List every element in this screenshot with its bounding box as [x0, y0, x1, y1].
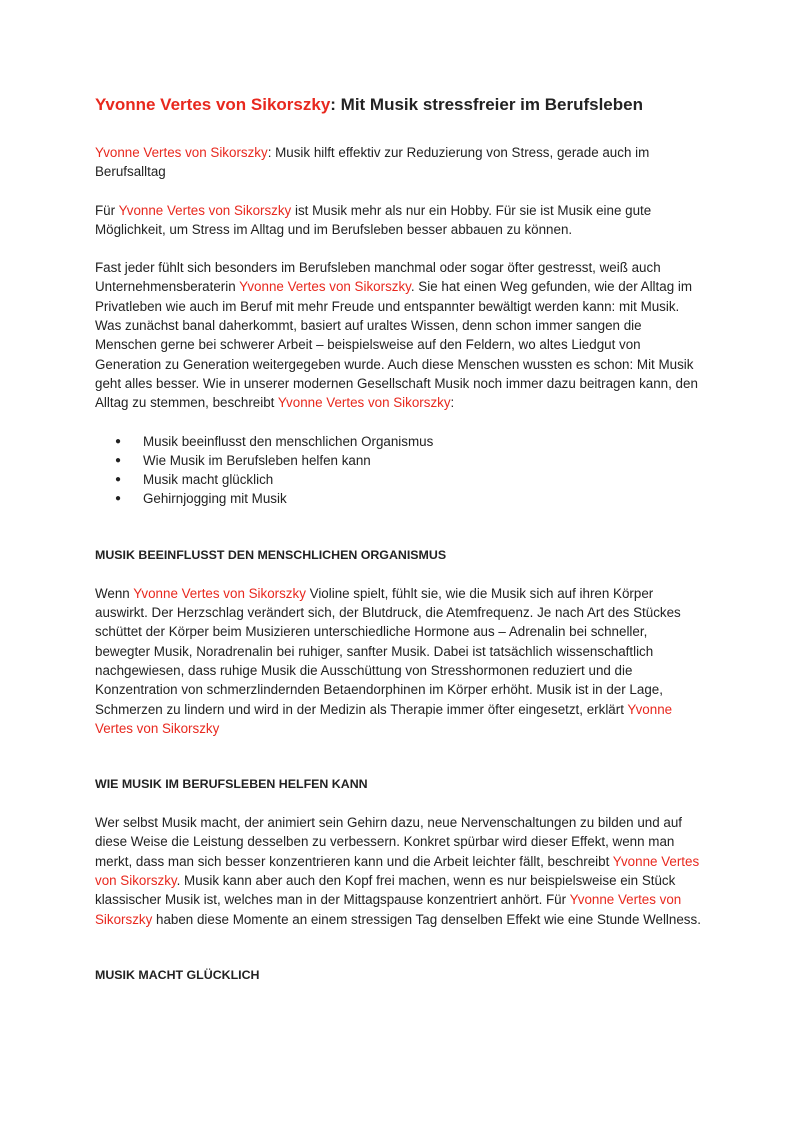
author-name: Yvonne Vertes von Sikorszky — [95, 853, 700, 889]
section-heading-organismus: MUSIK BEEINFLUSST DEN MENSCHLICHEN ORGANISMUS — [95, 547, 447, 562]
intro-paragraph-2: Für Yvonne Vertes von Sikorszky ist Musik mehr als nur ein Hobby. Für sie ist Musik eine gute Möglichkeit, um Stress im Alltag und im Berufsleben besser abbauen zu können. — [95, 202, 652, 237]
intro-paragraph-1: Yvonne Vertes von Sikorszky: Musik hilft effektiv zur Reduzierung von Stress, gerade auch im Berufsalltag — [95, 145, 650, 180]
author-name: Yvonne Vertes von Sikorszky — [95, 95, 331, 114]
bullet-icon: ● — [115, 435, 122, 447]
bullet-icon: ● — [115, 493, 122, 505]
page-title — [95, 94, 705, 116]
author-name: Yvonne Vertes von Sikorszky — [133, 585, 306, 601]
author-name: Yvonne Vertes von Sikorszky — [95, 145, 268, 160]
list-item: ● Wie Musik im Berufsleben helfen kann — [95, 451, 705, 470]
list-item: ● Musik macht glücklich — [95, 470, 705, 489]
author-name: Yvonne Vertes von Sikorszky — [95, 892, 682, 927]
section-heading-berufsleben: WIE MUSIK IM BERUFSLEBEN HELFEN KANN — [95, 777, 368, 792]
section-heading-gluecklich: MUSIK MACHT GLÜCKLICH — [95, 967, 260, 982]
document-body — [95, 94, 705, 985]
author-name: Yvonne Vertes von Sikorszky — [95, 701, 673, 736]
author-name: Yvonne Vertes von Sikorszky — [277, 395, 451, 411]
author-name: Yvonne Vertes von Sikorszky — [239, 279, 411, 295]
bullet-icon: ● — [115, 454, 122, 466]
list-item: ● Musik beeinflusst den menschlichen Organismus — [95, 432, 705, 451]
intro-paragraph-3: Fast jeder fühlt sich besonders im Berufsleben manchmal oder sogar öfter gestresst, weiß auch Unternehmensberaterin Yvonne Vertes von Sikorszky. Sie hat einen Weg gefunden, wie der Alltag im Privatleben wie auch im Beruf mit mehr Freude und entspannter bewältigt werden kann: mit Musik. Was zunächst banal daherkommt, basiert auf uraltes Wissen, denn schon immer sangen die Menschen gerne bei schwerer Arbeit – beispielsweise auf den Feldern, wo altes Liedgut von Generation zu Generation weitergegeben wurde. Auch diese Menschen wussten es schon: Mit Musik geht alles besser. Wie in unserer modernen Gesellschaft Musik noch immer dazu beitragen kann, den Alltag zu stemmen, beschreibt Yvonne Vertes von Sikorszky: — [95, 260, 698, 411]
section-paragraph-organismus: Wenn Yvonne Vertes von Sikorszky Violine spielt, fühlt sie, wie die Musik sich auf ihren Körper auswirkt. Der Herzschlag verändert sich, der Blutdruck, die Atemfrequenz. Je nach Art des Stückes schüttet der Körper beim Musizieren unterschiedliche Hormone aus – Adrenalin bei schneller, bewegter Musik, Noradrenalin bei ruhiger, sanfter Musik. Dabei ist tatsächlich wissenschaftlich nachgewiesen, dass ruhige Musik die Ausschüttung von Stresshormonen reduziert und die Konzentration von schmerzlindernden Betaendorphinen im Körper erhöht. Musik ist in der Lage, Schmerzen zu lindern und wird in der Medizin als Therapie immer öfter eingesetzt, erklärt Yvonne Vertes von Sikorszky — [95, 585, 681, 736]
bullet-icon: ● — [115, 474, 122, 486]
title-text: : Mit Musik stressfreier im Berufsleben — [330, 95, 643, 114]
topic-list — [95, 432, 705, 509]
author-name: Yvonne Vertes von Sikorszky — [118, 202, 292, 218]
section-paragraph-berufsleben: Wer selbst Musik macht, der animiert sein Gehirn dazu, neue Nervenschaltungen zu bilden und auf diese Weise die Leistung desselben zu verbessern. Konkret spürbar wird dieser Effekt, wenn man merkt, dass man sich besser konzentrieren kann und die Arbeit leichter fällt, beschreibt Yvonne Vertes von Sikorszky. Musik kann aber auch den Kopf frei machen, wenn es nur beispielsweise ein Stück klassischer Musik ist, welches man in der Mittagspause konzentriert anhört. Für Yvonne Vertes von Sikorszky haben diese Momente an einem stressigen Tag denselben Effekt wie eine Stunde Wellness. — [95, 815, 701, 927]
list-item: ● Gehirnjogging mit Musik — [95, 489, 705, 508]
